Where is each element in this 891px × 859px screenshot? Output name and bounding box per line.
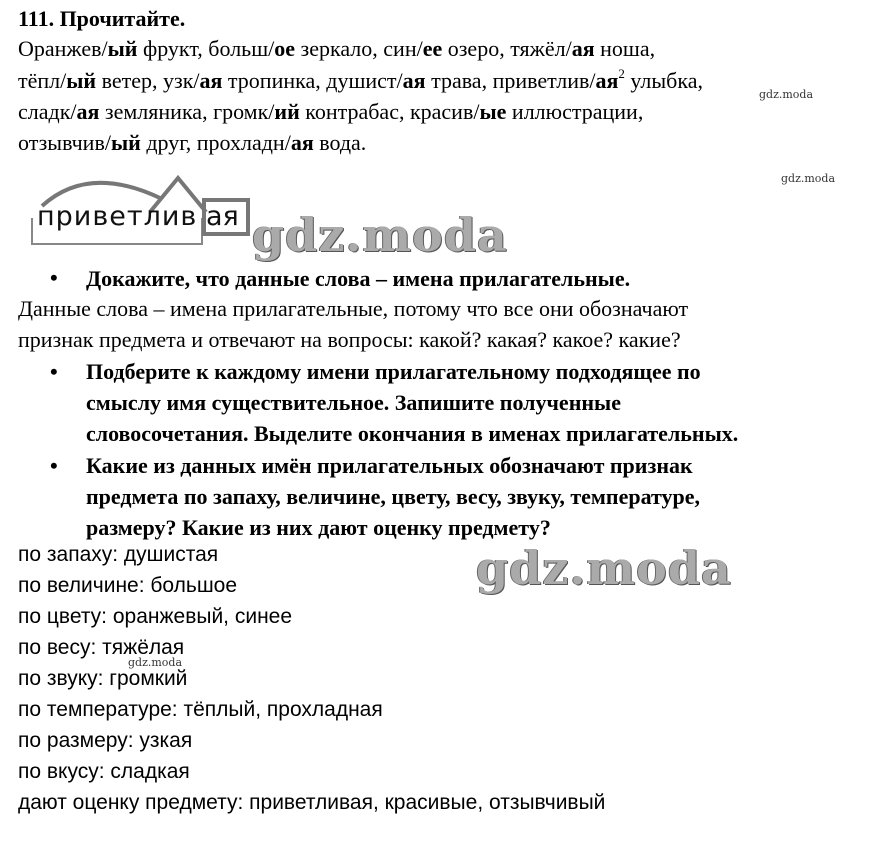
phrase-text: сладк/ bbox=[18, 99, 77, 124]
footnote-mark: 2 bbox=[618, 66, 625, 81]
bullet-2: • bbox=[50, 359, 58, 384]
phrase-text: отзывчив/ bbox=[18, 130, 111, 155]
ending-bold: ый bbox=[66, 68, 97, 93]
phrase-line-2 bbox=[18, 68, 703, 94]
watermark-big-2: gdz.moda bbox=[476, 541, 732, 595]
phrase-text: иллюстрации, bbox=[506, 99, 644, 124]
answer-sound: по звуку: громкий bbox=[18, 667, 188, 690]
watermark-small-2: gdz.moda bbox=[781, 172, 836, 185]
phrase-text: тёпл/ bbox=[18, 68, 67, 93]
phrase-line-3 bbox=[18, 99, 643, 125]
ending-bold: ое bbox=[274, 36, 296, 61]
phrase-text: трава, приветлив/ bbox=[425, 68, 596, 93]
answer-1-line-2: признак предмета и отвечают на вопросы: какой? какая? какое? какие? bbox=[18, 327, 681, 352]
ending-bold: ый bbox=[107, 36, 138, 61]
question-3-line-1: Какие из данных имён прилагательных обозначают признак bbox=[86, 453, 693, 478]
phrase-text: Оранжев/ bbox=[18, 36, 108, 61]
answer-taste: по вкусу: сладкая bbox=[18, 760, 190, 783]
phrase-text: тропинка, душист/ bbox=[222, 68, 403, 93]
answer-smell: по запаху: душистая bbox=[18, 543, 219, 566]
ending-bold: ее bbox=[422, 36, 443, 61]
phrase-text: контрабас, красив/ bbox=[299, 99, 480, 124]
phrase-text: друг, прохладн/ bbox=[140, 130, 291, 155]
ending-bold: ые bbox=[479, 99, 507, 124]
phrase-line-4 bbox=[18, 130, 366, 156]
ending-bold: ая bbox=[402, 68, 426, 93]
phrase-text: улыбка, bbox=[624, 68, 703, 93]
question-2-line-3: словосочетания. Выделите окончания в именах прилагательных. bbox=[86, 421, 739, 446]
phrase-text: ветер, узк/ bbox=[96, 68, 200, 93]
phrase-text: фрукт, больш/ bbox=[137, 36, 275, 61]
bullet-1: • bbox=[50, 265, 58, 290]
phrase-text: ноша, bbox=[594, 36, 656, 61]
question-2-line-2: смыслу имя существительное. Запишите полученные bbox=[86, 390, 621, 415]
answer-evaluation: дают оценку предмету: приветливая, красивые, отзывчивый bbox=[18, 791, 606, 814]
question-3-line-3: размеру? Какие из них дают оценку предмету? bbox=[86, 515, 551, 540]
answer-size: по величине: большое bbox=[18, 574, 238, 597]
scheme-ending: ая bbox=[206, 201, 239, 232]
phrase-text: вода. bbox=[313, 130, 367, 155]
phrase-text: озеро, тяжёл/ bbox=[442, 36, 572, 61]
bullet-3: • bbox=[50, 453, 58, 478]
phrase-line-1 bbox=[18, 36, 655, 62]
ending-bold: ый bbox=[110, 130, 141, 155]
exercise-title: 111. Прочитайте. bbox=[18, 6, 186, 31]
phrase-text: земляника, громк/ bbox=[99, 99, 275, 124]
watermark-big-1: gdz.moda bbox=[252, 208, 508, 262]
question-1: Докажите, что данные слова – имена прилагательные. bbox=[86, 266, 631, 291]
answer-weight: по весу: тяжёлая bbox=[18, 636, 185, 659]
ending-bold: ая bbox=[76, 99, 100, 124]
question-2-line-1: Подберите к каждому имени прилагательному подходящее по bbox=[86, 359, 701, 384]
ending-bold: ая bbox=[199, 68, 223, 93]
answer-dimension: по размеру: узкая bbox=[18, 729, 193, 752]
phrase-text: зеркало, син/ bbox=[295, 36, 423, 61]
ending-bold: ая bbox=[290, 130, 314, 155]
ending-bold: ая bbox=[595, 68, 619, 93]
ending-bold: ая bbox=[571, 36, 595, 61]
answer-1-line-1: Данные слова – имена прилагательные, потому что все они обозначают bbox=[18, 296, 689, 321]
scheme-stem-word: приветлив bbox=[37, 201, 198, 232]
watermark-small-3: gdz.moda bbox=[128, 656, 183, 669]
question-3-line-2: предмета по запаху, величине, цвету, весу, звуку, температуре, bbox=[86, 484, 701, 509]
watermark-small-1: gdz.moda bbox=[759, 88, 814, 101]
answer-color: по цвету: оранжевый, синее bbox=[18, 605, 293, 628]
ending-bold: ий bbox=[274, 99, 300, 124]
answer-temperature: по температуре: тёплый, прохладная bbox=[18, 698, 383, 721]
